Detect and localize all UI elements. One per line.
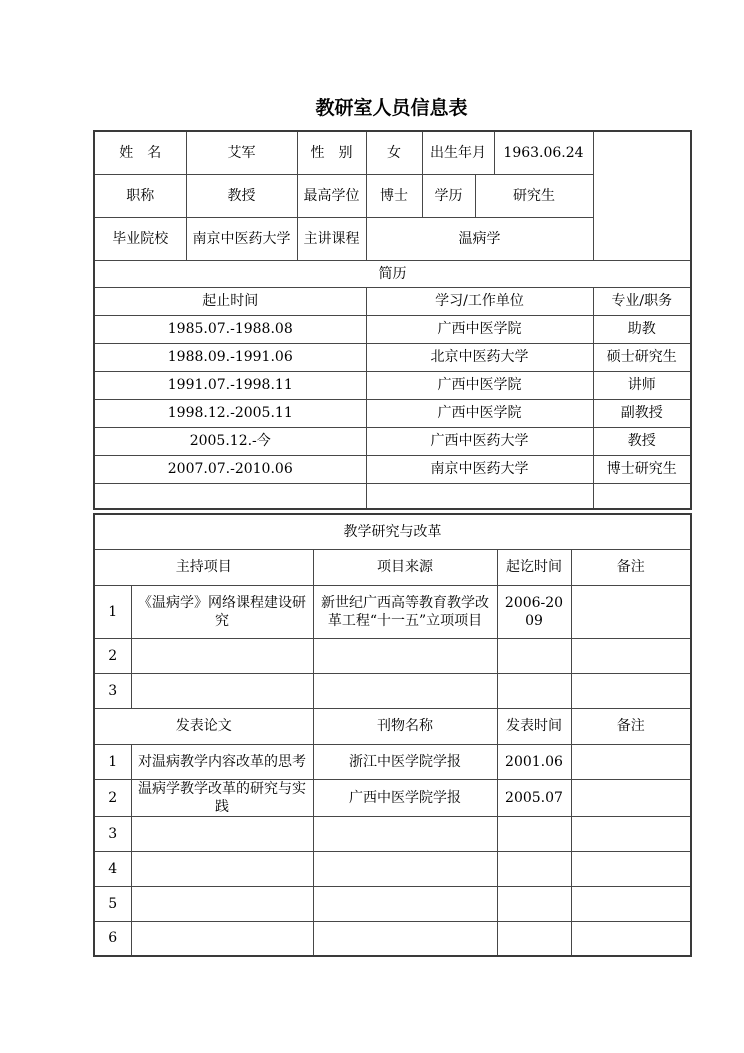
note-cell <box>571 673 691 708</box>
resume-org-cell: 南京中医药大学 <box>366 455 593 483</box>
resume-position-cell: 博士研究生 <box>593 455 691 483</box>
paper-title-cell: 温病学教学改革的研究与实践 <box>131 779 313 816</box>
resume-period-header: 起止时间 <box>94 287 366 315</box>
note-cell <box>571 921 691 956</box>
publication-row <box>94 816 691 851</box>
note-cell <box>571 744 691 779</box>
project-name-cell: 《温病学》网络课程建设研究 <box>131 585 313 638</box>
resume-section-title: 简历 <box>94 260 691 287</box>
paper-title-cell <box>131 816 313 851</box>
resume-position-cell: 讲师 <box>593 371 691 399</box>
school-value-cell: 南京中医药大学 <box>186 217 297 260</box>
row-number-cell: 2 <box>94 638 131 673</box>
resume-position-cell: 助教 <box>593 315 691 343</box>
resume-period-cell: 1988.09.-1991.06 <box>94 343 366 371</box>
publication-row <box>94 921 691 956</box>
resume-period-cell <box>94 483 366 509</box>
row-number-cell: 4 <box>94 851 131 886</box>
project-source-cell <box>313 638 497 673</box>
project-period-cell <box>497 673 571 708</box>
photo-cell <box>593 131 691 260</box>
note-cell <box>571 638 691 673</box>
birth-label-cell: 出生年月 <box>422 131 494 174</box>
row-number-cell: 3 <box>94 816 131 851</box>
research-header-row <box>94 549 691 585</box>
project-period-cell: 2006-2009 <box>497 585 571 638</box>
paper-title-cell: 对温病教学内容改革的思考 <box>131 744 313 779</box>
professional-title-value-cell: 教授 <box>186 174 297 217</box>
resume-position-cell: 硕士研究生 <box>593 343 691 371</box>
journal-name-cell <box>313 851 497 886</box>
resume-org-cell <box>366 483 593 509</box>
resume-position-cell: 教授 <box>593 427 691 455</box>
paper-title-cell <box>131 886 313 921</box>
journal-name-cell <box>313 886 497 921</box>
gender-value-cell: 女 <box>366 131 422 174</box>
resume-org-cell: 广西中医学院 <box>366 399 593 427</box>
resume-org-header: 学习/工作单位 <box>366 287 593 315</box>
note-cell <box>571 851 691 886</box>
resume-period-cell: 2005.12.-今 <box>94 427 366 455</box>
project-period-cell <box>497 638 571 673</box>
research-row <box>94 673 691 708</box>
research-row <box>94 638 691 673</box>
project-source-cell <box>313 673 497 708</box>
resume-position-cell <box>593 483 691 509</box>
education-label-cell: 学历 <box>422 174 475 217</box>
resume-row <box>94 315 691 343</box>
paper-header: 发表论文 <box>94 708 313 744</box>
row-number-cell: 2 <box>94 779 131 816</box>
resume-period-cell: 2007.07.-2010.06 <box>94 455 366 483</box>
publication-row <box>94 744 691 779</box>
gender-label-cell: 性 别 <box>297 131 366 174</box>
course-value-cell: 温病学 <box>366 217 593 260</box>
journal-name-cell <box>313 921 497 956</box>
paper-title-cell <box>131 851 313 886</box>
row-number-cell: 5 <box>94 886 131 921</box>
resume-row <box>94 455 691 483</box>
project-header: 主持项目 <box>94 549 313 585</box>
project-source-cell: 新世纪广西高等教育教学改革工程“十一五”立项项目 <box>313 585 497 638</box>
resume-header-row <box>94 287 691 315</box>
note-cell <box>571 816 691 851</box>
resume-position-cell: 副教授 <box>593 399 691 427</box>
resume-org-cell: 广西中医药大学 <box>366 427 593 455</box>
row-number-cell: 1 <box>94 744 131 779</box>
research-section-row <box>94 514 691 549</box>
row-number-cell: 1 <box>94 585 131 638</box>
note-header: 备注 <box>571 549 691 585</box>
resume-org-cell: 广西中医学院 <box>366 315 593 343</box>
resume-row <box>94 343 691 371</box>
publish-date-cell: 2005.07 <box>497 779 571 816</box>
degree-value-cell: 博士 <box>366 174 422 217</box>
school-label-cell: 毕业院校 <box>94 217 186 260</box>
publish-date-cell <box>497 816 571 851</box>
journal-name-cell <box>313 816 497 851</box>
project-period-header: 起讫时间 <box>497 549 571 585</box>
resume-row <box>94 427 691 455</box>
resume-position-header: 专业/职务 <box>593 287 691 315</box>
resume-row <box>94 399 691 427</box>
note-header: 备注 <box>571 708 691 744</box>
research-section-title: 教学研究与改革 <box>94 514 691 549</box>
resume-period-cell: 1998.12.-2005.11 <box>94 399 366 427</box>
publication-row <box>94 851 691 886</box>
journal-name-cell: 浙江中医学院学报 <box>313 744 497 779</box>
project-name-cell <box>131 673 313 708</box>
professional-title-label-cell: 职称 <box>94 174 186 217</box>
resume-row-empty <box>94 483 691 509</box>
research-publications-table <box>93 513 692 957</box>
project-source-header: 项目来源 <box>313 549 497 585</box>
personal-row-1 <box>94 131 691 174</box>
name-value-cell: 艾军 <box>186 131 297 174</box>
degree-label-cell: 最高学位 <box>297 174 366 217</box>
publications-header-row <box>94 708 691 744</box>
resume-period-cell: 1991.07.-1998.11 <box>94 371 366 399</box>
resume-period-cell: 1985.07.-1988.08 <box>94 315 366 343</box>
row-number-cell: 3 <box>94 673 131 708</box>
note-cell <box>571 585 691 638</box>
resume-org-cell: 北京中医药大学 <box>366 343 593 371</box>
page-title: 教研室人员信息表 <box>315 97 468 119</box>
publish-date-cell <box>497 851 571 886</box>
journal-header: 刊物名称 <box>313 708 497 744</box>
row-number-cell: 6 <box>94 921 131 956</box>
note-cell <box>571 779 691 816</box>
note-cell <box>571 886 691 921</box>
publication-row <box>94 886 691 921</box>
publication-row <box>94 779 691 816</box>
course-label-cell: 主讲课程 <box>297 217 366 260</box>
publish-date-cell <box>497 886 571 921</box>
publish-date-cell <box>497 921 571 956</box>
birth-value-cell: 1963.06.24 <box>494 131 593 174</box>
name-label-cell: 姓 名 <box>94 131 186 174</box>
journal-name-cell: 广西中医学院学报 <box>313 779 497 816</box>
resume-section-row <box>94 260 691 287</box>
research-row <box>94 585 691 638</box>
publish-date-cell: 2001.06 <box>497 744 571 779</box>
publish-date-header: 发表时间 <box>497 708 571 744</box>
paper-title-cell <box>131 921 313 956</box>
project-name-cell <box>131 638 313 673</box>
personal-info-table <box>93 130 692 510</box>
resume-row <box>94 371 691 399</box>
education-value-cell: 研究生 <box>475 174 593 217</box>
resume-org-cell: 广西中医学院 <box>366 371 593 399</box>
